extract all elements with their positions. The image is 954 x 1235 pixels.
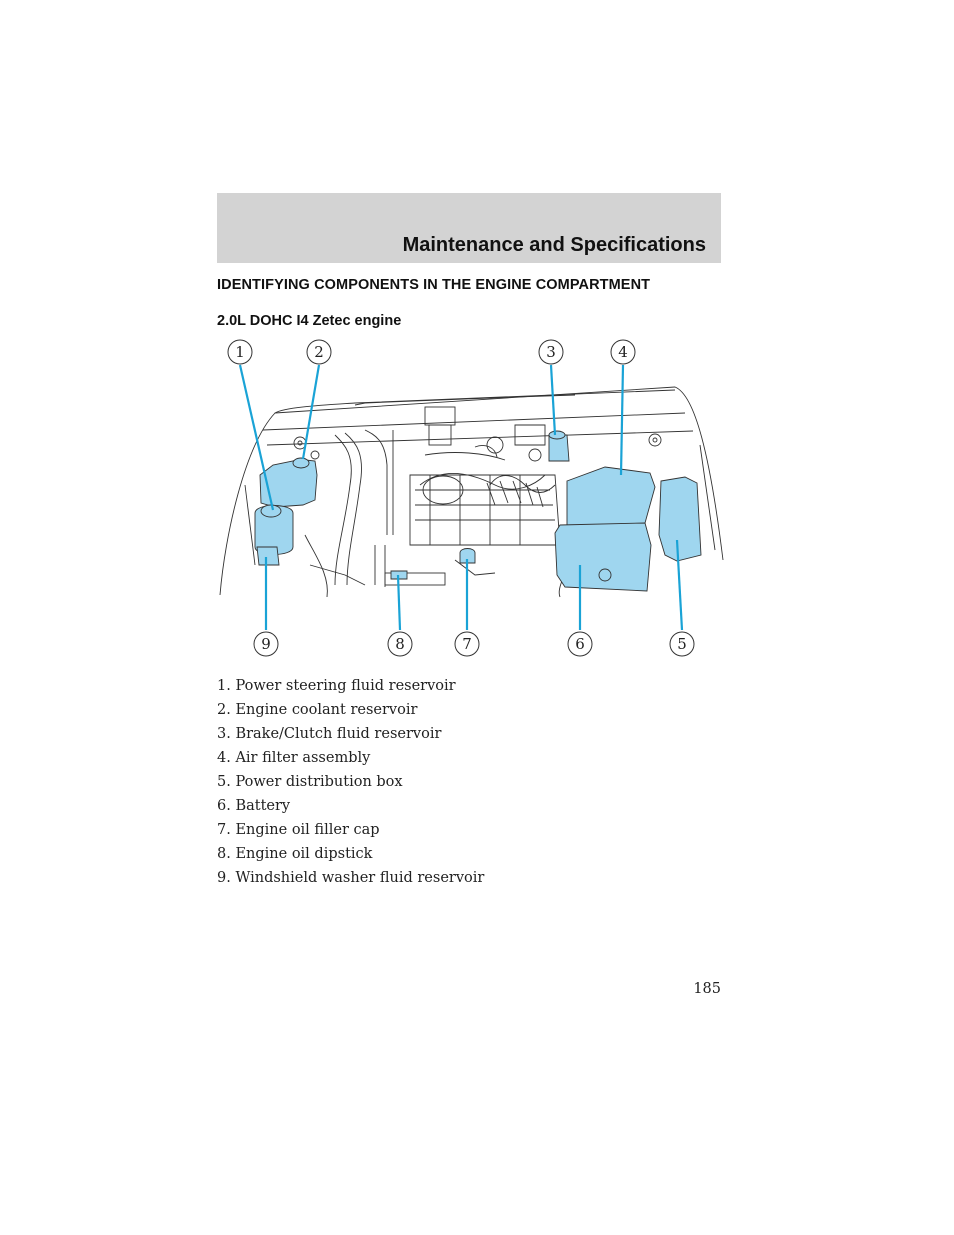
- callout-1-label: 1: [235, 343, 245, 361]
- section-heading: IDENTIFYING COMPONENTS IN THE ENGINE COMPARTMENT: [217, 277, 651, 293]
- coolant-cap-shape: [293, 458, 309, 468]
- legend-item: 1. Power steering fluid reservoir: [217, 678, 456, 694]
- legend-item: 3. Brake/Clutch fluid reservoir: [217, 726, 442, 742]
- coolant-reservoir-shape: [260, 459, 317, 507]
- callout-2-label: 2: [314, 343, 324, 361]
- leader-4: [621, 365, 623, 475]
- leader-1: [240, 365, 273, 510]
- leader-8: [398, 575, 400, 630]
- brake-cap-shape: [549, 431, 565, 439]
- callout-9-label: 9: [261, 635, 271, 653]
- distribution-box-shape: [659, 477, 701, 561]
- section-header-band: [217, 193, 721, 263]
- section-header-title: Maintenance and Specifications: [402, 234, 706, 256]
- leader-3: [551, 365, 555, 435]
- legend-item: 2. Engine coolant reservoir: [217, 702, 418, 718]
- callout-8-label: 8: [395, 635, 405, 653]
- legend-item: 4. Air filter assembly: [217, 750, 371, 766]
- legend-item: 6. Battery: [217, 798, 291, 814]
- engine-subheading: 2.0L DOHC I4 Zetec engine: [217, 313, 402, 329]
- component-legend: [217, 674, 484, 890]
- legend-item: 8. Engine oil dipstick: [217, 846, 373, 862]
- callout-5-label: 5: [677, 635, 687, 653]
- washer-reservoir-shape: [257, 547, 279, 565]
- legend-item: 7. Engine oil filler cap: [217, 822, 380, 838]
- page-number: 185: [693, 981, 721, 997]
- leader-2: [303, 365, 319, 459]
- callout-7-label: 7: [462, 635, 472, 653]
- legend-item: 9. Windshield washer fluid reservoir: [217, 870, 485, 886]
- engine-compartment-diagram: [215, 335, 725, 665]
- callout-6-label: 6: [575, 635, 585, 653]
- callout-4-label: 4: [618, 343, 628, 361]
- legend-item: 5. Power distribution box: [217, 774, 403, 790]
- power-steering-cap-shape: [261, 505, 281, 517]
- callout-3-label: 3: [546, 343, 556, 361]
- battery-terminal-shape: [599, 569, 611, 581]
